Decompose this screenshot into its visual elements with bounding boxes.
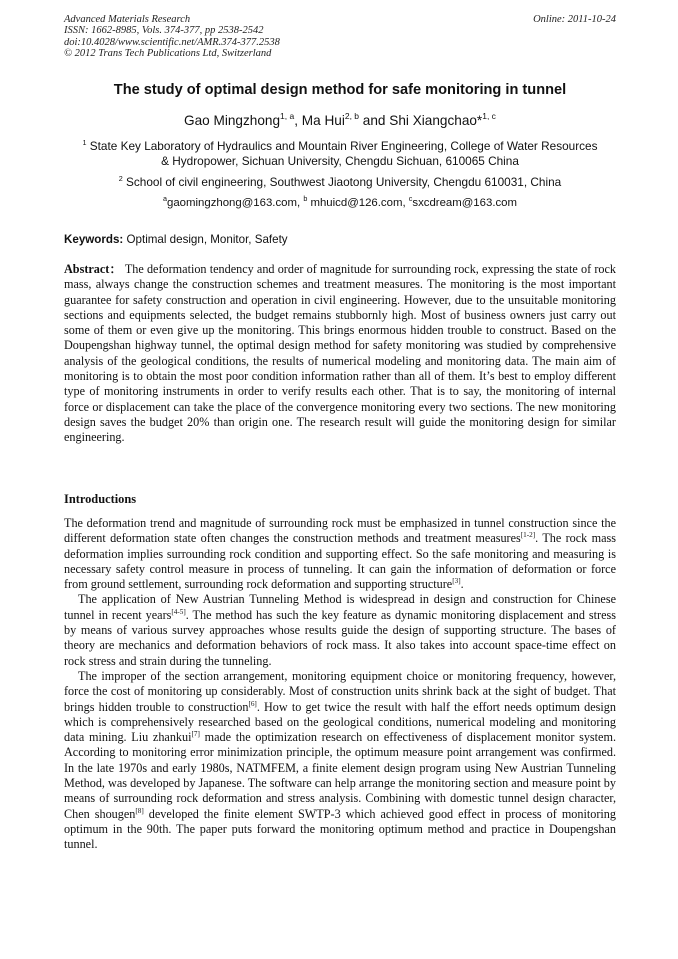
email-mark: a bbox=[163, 194, 167, 203]
affiliation-text: State Key Laboratory of Hydraulics and Mountain River Engineering, College of Water Resources bbox=[86, 139, 598, 153]
citation: [8] bbox=[135, 806, 144, 815]
author-name: Gao Mingzhong bbox=[184, 113, 281, 128]
author-separator: and bbox=[359, 113, 390, 128]
paragraph-text: . bbox=[460, 577, 464, 592]
online-date: Online: 2011-10-24 bbox=[533, 14, 616, 25]
paragraph bbox=[64, 669, 616, 853]
keywords-label: Keywords: bbox=[64, 233, 124, 246]
paragraph-text: The application of New Austrian Tunneling Method is widespread in design and construction for Chinese tunnel in recent years bbox=[64, 592, 616, 622]
author-affil-mark: 1, c bbox=[482, 111, 496, 121]
citation: [3] bbox=[452, 577, 461, 586]
journal-name: Advanced Materials Research bbox=[64, 14, 191, 25]
author-affil-mark: 1, a bbox=[280, 111, 295, 121]
keywords-text: Optimal design, Monitor, Safety bbox=[123, 233, 288, 246]
author-name: Shi Xiangchao* bbox=[389, 113, 483, 128]
affiliation-1 bbox=[64, 139, 616, 170]
email-list bbox=[64, 196, 616, 211]
paragraph-text: The improper of the section arrangement, monitoring equipment choice or monitoring frequency, however, force the cost of monitoring up considerably. Most of construction units shrink back at the sight of budget. That brings hidden trouble to construction bbox=[64, 668, 616, 714]
email-address: sxcdream@163.com bbox=[412, 197, 517, 209]
paragraph-text: . How to get twice the result with half the effort needs optimum design which is comprehensively researched based on the geological conditions, numerical modeling and monitoring data mining. Liu zhankui bbox=[64, 699, 616, 745]
affiliation-mark: 2 bbox=[118, 174, 123, 183]
citation: [1-2] bbox=[520, 531, 536, 540]
affiliation-mark: 1 bbox=[82, 138, 87, 147]
email-address: gaomingzhong@163.com, bbox=[167, 197, 304, 209]
abstract bbox=[64, 262, 616, 446]
email-mark: c bbox=[408, 194, 413, 203]
paragraph-text: made the optimization research on effectiveness of displacement monitor system. According to monitoring error minimization principle, the optimum measure point arrangement was confirmed. In the late 1970s and early 1980s, NATMFEM, a finite element design program using New Austrian Tunneling Method, was developed by Japanese. The software can help arrange the monitoring section and measure point by means of surrounding rock deformation and stress analysis. Combining with domestic tunnel design character, Chen shougen bbox=[64, 730, 616, 821]
journal-doi: doi:10.4028/www.scientific.net/AMR.374-377.2538 bbox=[64, 36, 280, 48]
section-heading-introductions: Introductions bbox=[64, 492, 137, 506]
journal-copyright: © 2012 Trans Tech Publications Ltd, Switzerland bbox=[64, 48, 272, 60]
abstract-text: The deformation tendency and order of magnitude for surrounding rock, expressing the state of rock mass, always change the construction schemes and treatment measures. The monitoring is the most important guarantee for safety construction and operation in civil engineering. However, due to the unsuitable monitoring sections and equipments selected, the budget remains stubbornly high. Most of business owners just carry out some of them or even give up the monitoring. This brings enormous hidden trouble to construct. Based on the Doupengshan highway tunnel, the optimal design method for safety monitoring was studied by comprehensive analysis of the geological conditions, the results of numerical modeling and monitoring data. The main aim of monitoring is to obtain the most poor condition information rather than all of them. It’s best to employ different type of monitoring instruments in order to verify results each other. That is to say, the monitoring of internal force or displacement can take the place of the convergence monitoring every two sections. The new monitoring design saves the budget 20% than origin one. The research result will guide the monitoring design for similar engineering. bbox=[64, 262, 616, 445]
author-affil-mark: 2, b bbox=[344, 111, 360, 121]
paragraph-text: . The method has such the key feature as dynamic monitoring displacement and stress by means of various survey approaches whose results guide the design of supporting structure. The bases of theory are mechanics and deformation behaviors of rock mass. It also takes into account space-time effect on rock stress and strain during the tunneling. bbox=[64, 607, 616, 668]
keywords bbox=[64, 232, 616, 247]
paragraph bbox=[64, 516, 616, 592]
affiliation-text: & Hydropower, Sichuan University, Chengdu Sichuan, 610065 China bbox=[161, 154, 519, 169]
author-separator: , bbox=[294, 113, 302, 128]
paper-title: The study of optimal design method for safe monitoring in tunnel bbox=[113, 82, 567, 98]
author-name: Ma Hui bbox=[301, 113, 345, 128]
abstract-label: Abstract： bbox=[64, 262, 122, 276]
citation: [7] bbox=[191, 730, 200, 739]
paragraph-text: . The rock mass deformation implies surrounding rock condition and supporting effect. So the safe monitoring and measuring is necessary safety control measure in process of tunneling. It can gain the information of deformation or force from ground settlement, surrounding rock deformation and supporting structure bbox=[64, 531, 616, 592]
journal-issn: ISSN: 1662-8985, Vols. 374-377, pp 2538-2542 bbox=[64, 25, 264, 37]
citation: [4-5] bbox=[171, 607, 186, 616]
email-address: mhuicd@126.com, bbox=[307, 197, 409, 209]
email-mark: b bbox=[303, 194, 308, 203]
affiliation-text: School of civil engineering, Southwest Jiaotong University, Chengdu 610031, China bbox=[122, 175, 562, 189]
author-list bbox=[64, 112, 616, 130]
journal-header bbox=[64, 14, 616, 60]
introductions-body bbox=[64, 516, 616, 853]
paragraph-text: developed the finite element SWTP-3 which achieved good effect in process of monitoring optimum in the 90th. The paper puts forward the monitoring optimum method and practice in Doupengshan tunnel. bbox=[64, 806, 616, 852]
paragraph bbox=[64, 592, 616, 668]
paragraph-text: The deformation trend and magnitude of surrounding rock must be emphasized in tunnel construction since the different deformation state often changes the construction methods and treatment measures bbox=[64, 516, 616, 546]
citation: [6] bbox=[248, 699, 257, 708]
affiliation-2 bbox=[64, 175, 616, 190]
